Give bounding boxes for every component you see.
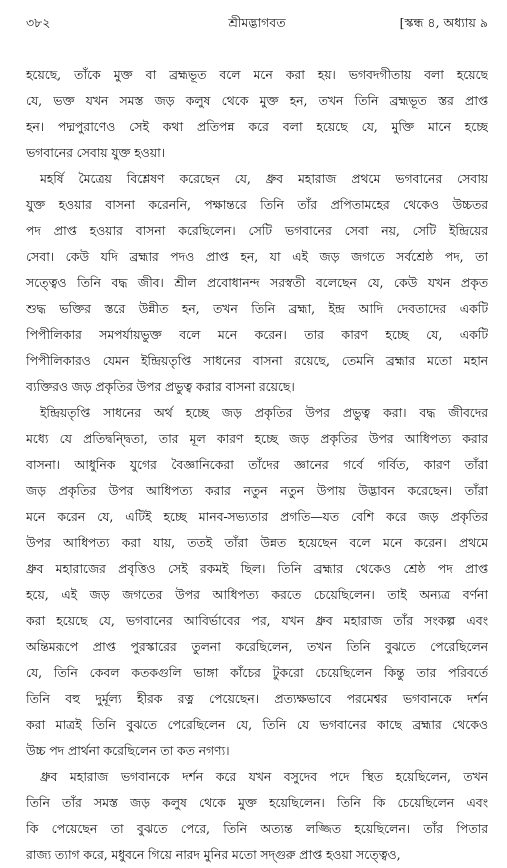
text-line: ব্যক্তিরও জড় প্রকৃতির উপর প্রভুত্ব করার বাসনা রয়েছে। (26, 379, 295, 394)
text-line: অন্তিমরূপে প্রাপ্ত পুরস্কারের তুলনা করেছিলেন, তখন তিনি বুঝতে পেরেছিলেন (26, 639, 488, 654)
text-line: ইন্দ্রিয়তৃপ্তি সাধনের অর্থ হচ্ছে জড় প্রকৃতির উপর প্রভুত্ব করা। বদ্ধ জীবদের (40, 405, 488, 420)
text-line: করা মাত্রই তিনি বুঝতে পেরেছিলেন যে, তিনি যে ভগবানের কাছে ব্রহ্মার থেকেও (26, 717, 488, 732)
page-header (26, 14, 488, 32)
text-line: ধ্রুব মহারাজের প্রবৃত্তিও সেই রকমই ছিল। তিনি ব্রহ্মার থেকেও শ্রেষ্ঠ পদ প্রাপ্ত (26, 561, 488, 576)
text-line: উপর আধিপত্য করা যায়, ততই তাঁরা উন্নত হয়েছেন বলে মনে করেন। প্রথমে (26, 535, 488, 550)
paragraph (26, 764, 488, 868)
text-line: হন। পদ্মপুরাণেও সেই কথা প্রতিপন্ন করে বলা হয়েছে যে, মুক্তি মানে হচ্ছে (26, 119, 488, 134)
text-line: তিনি তাঁর সমস্ত জড় কলুষ থেকে মুক্ত হয়েছিলেন। তিনি কি চেয়েছিলেন এবং (26, 795, 488, 810)
text-line: তিনি বহু দুর্মূল্য হীরক রত্ন পেয়েছেন। প্রত্যক্ষভাবে পরমেশ্বর ভগবানকে দর্শন (26, 691, 488, 706)
text-line: হয়েছে, তাঁকে মুক্ত বা ব্রহ্মভূত বলে মনে করা হয়। ভগবদগীতায় বলা হয়েছে (26, 67, 488, 82)
paragraph (26, 166, 488, 400)
text-line: যে, তিনি কেবল কতকগুলি ভাঙ্গা কাঁচের টুকরো চেয়েছিলেন কিন্তু তার পরিবর্তে (26, 665, 488, 680)
paragraph (26, 62, 488, 166)
text-line: পিপীলিকারও যেমন ইন্দ্রিয়তৃপ্তি সাধনের বাসনা রয়েছে, তেমনি ব্রহ্মার মতো মহান (26, 353, 488, 368)
paragraph (26, 400, 488, 764)
book-title: শ্রীমদ্ভাগবত (228, 15, 286, 30)
text-line: মধ্যে যে প্রতিদ্বন্দ্বিতা, তার মূল কারণ হচ্ছে জড় প্রকৃতির উপর আধিপত্য করার (26, 431, 488, 446)
text-line: মহর্ষি মৈত্রেয় বিশ্লেষণ করেছেন যে, ধ্রুব মহারাজ প্রথমে ভগবানের সেবায় (40, 171, 488, 186)
text-line: পদ প্রাপ্ত হওয়ার বাসনা করেছিলেন। সেটি ভগবানের সেবা নয়, সেটি ইন্দ্রিয়ের (26, 223, 488, 238)
text-line: মনে করেন যে, এটিই হচ্ছে মানব-সভ্যতার প্রগতি—যত বেশি করে জড় প্রকৃতির (26, 509, 488, 524)
page-body (26, 62, 488, 868)
text-line: বাসনা। আধুনিক যুগের বৈজ্ঞানিকেরা তাঁদের জ্ঞানের গর্বে গর্বিত, কারণ তাঁরা (26, 457, 488, 472)
text-line: যে, ভক্ত যখন সমস্ত জড় কলুষ থেকে মুক্ত হন, তখন তিনি ব্রহ্মভূত স্তর প্রাপ্ত (26, 93, 488, 108)
text-line: শুদ্ধ ভক্তির স্তরে উন্নীত হন, তখন তিনি ব্রহ্মা, ইন্দ্র আদি দেবতাদের একটি (26, 301, 488, 316)
text-line: সেবা। কেউ যদি ব্রহ্মার পদও প্রাপ্ত হন, যা এই জড় জগতে সর্বশ্রেষ্ঠ পদ, তা (26, 249, 488, 264)
text-line: করা হয়েছে যে, ভগবানের আবির্ভাবের পর, যখন ধ্রুব মহারাজ তাঁর সংকল্প এবং (26, 613, 488, 628)
text-line: সত্ত্বেও তিনি বদ্ধ জীব। শ্রীল প্রবোধানন্দ সরস্বতী বলেছেন যে, কেউ যখন প্রকৃত (26, 275, 488, 290)
text-line: জড় প্রকৃতির উপর আধিপত্য করার নতুন নতুন উপায় উদ্ভাবন করেছেন। তাঁরা (26, 483, 488, 498)
page-number: ৩৮২ (26, 15, 51, 30)
text-line: রাজ্য ত্যাগ করে, মধুবনে গিয়ে নারদ মুনির মতো সদ্গুরু প্রাপ্ত হওয়া সত্ত্বেও, (26, 847, 401, 862)
text-line: হয়ে, এই জড় জগতের উপর আধিপত্য করতে চেয়েছিলেন। তাই অন্যত্র বর্ণনা (26, 587, 488, 602)
text-line: কি পেয়েছেন তা বুঝতে পেরে, তিনি অত্যন্ত লজ্জিত হয়েছিলেন। তাঁর পিতার (26, 821, 488, 836)
text-line: উচ্চ পদ প্রার্থনা করেছিলেন তা কত নগণ্য। (26, 743, 230, 758)
text-line: পিপীলিকার সমপর্যায়ভুক্ত বলে মনে করেন। তার কারণ হচ্ছে যে, একটি (26, 327, 488, 342)
section-label: [স্কন্ধ ৪, অধ্যায় ৯ (399, 15, 488, 30)
text-line: ভগবানের সেবায় যুক্ত হওয়া। (26, 145, 165, 160)
text-line: যুক্ত হওয়ার বাসনা করেননি, পক্ষান্তরে তিনি তাঁর প্রপিতামহের থেকেও উচ্চতর (26, 197, 488, 212)
text-line: ধ্রুব মহারাজ ভগবানকে দর্শন করে যখন বসুদেব পদে স্থিত হয়েছিলেন, তখন (40, 769, 488, 784)
